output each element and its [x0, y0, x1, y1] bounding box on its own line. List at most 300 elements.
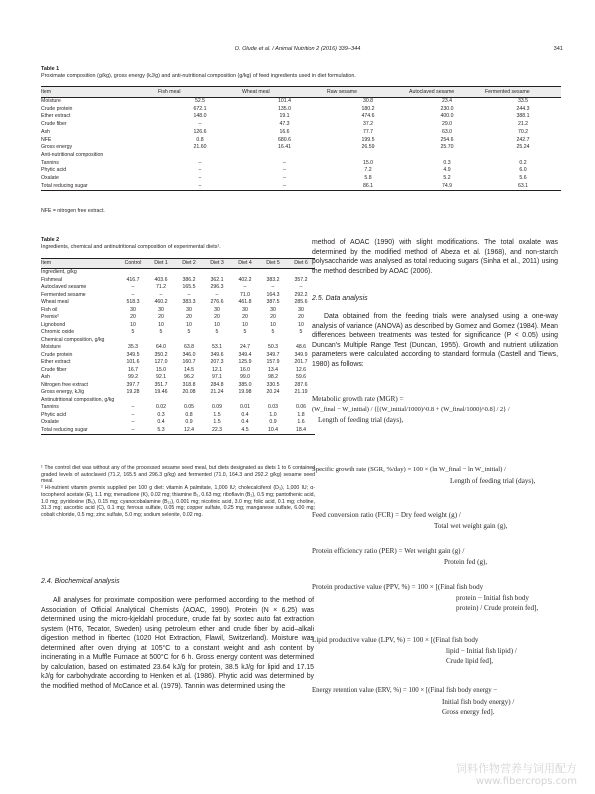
table-cell: 21.19: [294, 389, 308, 395]
table-cell: 460.2: [154, 299, 168, 305]
table-cell: 0.03: [267, 404, 279, 410]
table-cell: 101.6: [126, 359, 140, 365]
column-header: Raw sesame: [327, 89, 357, 95]
row-label: Total reducing sugar: [41, 426, 88, 433]
table-cell: 387.5: [266, 299, 280, 305]
table-cell: 1.0: [269, 411, 277, 418]
table1: [41, 86, 561, 191]
table-cell: 135.0: [278, 105, 291, 112]
table-cell: 12.1: [211, 366, 223, 373]
table-row: [41, 337, 315, 345]
table-row: [41, 121, 561, 129]
equation-mgr-line2: Length of feeding trial (days),: [318, 416, 404, 424]
watermark-line1: 饲料作物营养与饲用配方: [456, 762, 577, 775]
table-cell: 0.8: [196, 136, 204, 143]
equation-lpv: [312, 635, 560, 667]
table-row: [41, 427, 315, 435]
table1-label: Table 1: [41, 66, 60, 72]
row-label: Ash: [41, 128, 50, 135]
equation-sgr-line1: Specific growth rate (SGR, %/day) = 100 × (ln W_final − ln W_initial) /: [312, 466, 506, 473]
table-cell: 518.3: [126, 299, 140, 305]
table-cell: 98.2: [267, 374, 279, 380]
row-label: Wheat meal: [41, 299, 69, 305]
table-cell: 12.6: [295, 366, 307, 373]
table-cell: –: [198, 121, 202, 128]
table-cell: 5: [159, 329, 163, 335]
equation-erv-line3: Gross energy fed].: [442, 708, 495, 716]
table-cell: 30: [298, 306, 304, 313]
table-row: [41, 152, 561, 160]
table1-footnote: NFE = nitrogen free extract.: [41, 208, 105, 214]
table-cell: –: [283, 175, 286, 182]
table-cell: 10.4: [267, 426, 279, 433]
table-row: [41, 404, 315, 412]
table-cell: 20: [242, 314, 248, 320]
table-cell: 23.4: [441, 98, 453, 104]
table-cell: 10: [270, 321, 276, 328]
table-cell: 24.7: [239, 344, 251, 350]
equation-mgr-line1: (W_final − W_initial) / {[(W_initial/1000)^0.8 + (W_final/1000)^0.8] / 2} /: [312, 405, 510, 413]
table-cell: 10: [242, 321, 248, 328]
table-cell: 388.1: [516, 113, 530, 120]
row-label: Lignobond: [41, 321, 66, 328]
table-row: [41, 137, 561, 145]
table-cell: 74.9: [441, 182, 453, 189]
table-row: [41, 397, 315, 405]
table-cell: 350.2: [154, 351, 168, 358]
row-label: Premix²: [41, 314, 59, 320]
table-cell: 19.46: [154, 389, 168, 395]
column-header: Wheat meal: [242, 89, 270, 95]
table-row: [41, 359, 315, 367]
table-cell: 416.7: [126, 276, 140, 283]
equation-erv: [312, 686, 560, 718]
table-header-row: [41, 87, 561, 98]
table-cell: 37.2: [362, 121, 374, 128]
table-cell: 0.09: [211, 404, 223, 410]
table-cell: 20: [158, 314, 164, 320]
table-cell: –: [283, 182, 286, 189]
table-cell: 0.9: [185, 419, 193, 425]
table-row: [41, 106, 561, 114]
table-cell: 0.01: [239, 404, 251, 410]
table-cell: –: [198, 159, 202, 166]
table-row: [41, 113, 561, 121]
table-cell: 207.3: [210, 359, 224, 365]
table-row: [41, 175, 561, 183]
row-label: Crude fiber: [41, 121, 67, 128]
section-2-4-heading: 2.4. Biochemical analysis: [41, 578, 120, 585]
table-cell: 362.1: [210, 276, 224, 283]
table-cell: –: [131, 411, 135, 418]
table-cell: 0.05: [183, 404, 195, 410]
table-cell: 99.2: [127, 374, 139, 380]
table-cell: 1.8: [297, 411, 305, 418]
row-label: Antinutritional composition, g/kg: [41, 396, 115, 403]
table-row: [41, 352, 315, 360]
row-label: Autoclaved sesame: [41, 284, 87, 290]
table-cell: 30: [270, 306, 276, 313]
table-cell: 164.3: [266, 291, 280, 298]
table-cell: 357.2: [294, 276, 308, 283]
table-cell: 47.3: [279, 121, 290, 128]
table-row: [41, 292, 315, 300]
table2: [41, 258, 315, 435]
table-cell: 50.3: [267, 344, 279, 350]
table-row: [41, 382, 315, 390]
page-number: 341: [553, 46, 563, 52]
table-cell: 15.0: [362, 159, 374, 166]
table-cell: 35.3: [127, 344, 139, 350]
table-cell: 180.2: [361, 105, 375, 112]
table-cell: 0.3: [157, 411, 165, 418]
equation-ppv-line2: protein − Initial fish body: [456, 593, 529, 602]
table-cell: 199.5: [361, 136, 375, 143]
table-row: [41, 129, 561, 137]
table-cell: 403.6: [154, 276, 168, 283]
watermark-line2: www.fibercrops.com: [475, 776, 577, 787]
table-cell: 296.3: [210, 284, 224, 290]
right-column-continuation: method of AOAC (1990) with slight modifications. The total oxalate was determined by the modified method of Abeza et al. (1968), and non-starch polysaccharide was analysed as total reducing sugars (Sinha et al., 2011) using the method described by AOAC (2006).: [312, 239, 558, 275]
table-cell: 30: [130, 306, 136, 313]
table-cell: 101.4: [278, 98, 291, 104]
table-cell: 400.0: [440, 113, 454, 120]
table-cell: 63.8: [183, 344, 195, 350]
equation-ppv-line1: Protein productive value (PPV, %) = 100 × [(Final fish body: [312, 583, 484, 591]
table-cell: –: [131, 291, 135, 298]
table-row: [41, 160, 561, 168]
table-cell: 5.6: [519, 175, 527, 182]
table-cell: 19.28: [126, 389, 140, 395]
equation-erv-line2: Initial fish body energy) /: [442, 697, 515, 706]
column-header: Diet 1: [154, 260, 168, 266]
row-label: Tannins: [41, 159, 59, 166]
equation-mgr-label: Metabolic growth rate (MGR) =: [312, 395, 404, 403]
table-cell: –: [198, 167, 202, 174]
column-header: Control: [124, 260, 142, 266]
table-cell: –: [131, 284, 135, 290]
row-label: Ether extract: [41, 359, 71, 365]
running-title: O. Olude et al. / Animal Nutrition 2 (2016) 339–344: [234, 46, 361, 52]
table-cell: 6.0: [519, 167, 527, 174]
table-cell: 20: [130, 314, 136, 320]
equation-per-line1: Protein efficiency ratio (PER) = Wet weight gain (g) /: [312, 547, 465, 555]
table-cell: 97.1: [211, 374, 223, 380]
table-cell: –: [283, 167, 286, 174]
table-cell: 71.2: [155, 284, 167, 290]
table-cell: 10: [158, 321, 164, 328]
table-cell: 5.2: [443, 175, 451, 182]
table-row: [41, 183, 561, 191]
column-header: Autoclaved sesame: [409, 89, 455, 95]
table-cell: 346.0: [182, 351, 196, 358]
table-cell: –: [271, 284, 275, 290]
table-cell: 148.0: [193, 113, 207, 120]
table2-footnote-2: ² Hi-nutrient vitamin premix supplied per 100 g diet: vitamin A palmitate, 1,000 IU; cholecalciferol (D₃), 1,000 IU; α-tocopherol acetate (E), 1.1 mg; menadione (K), 0.02 mg; thiamine B₁, 0.63 mg; riboflavin (B₂), 0.5 mg; pantothenic acid, 1.0 mg; pyridoxine (B₆), 0.15 mg; cyanocobalamine (B₁₂), 0.001 mg; nicotinic acid, 3.0 mg; folic acid, 0.1 mg; choline, 31.3 mg; ascorbic acid (C), 0.1 mg; ferrous sulfate, 0.05 mg; copper sulfate, 0.25 mg; manganese sulfate, 6.00 mg; cobalt chloride, 0.5 mg; zinc sulfate, 5.0 mg; sodium selenite, 0.02 mg.: [41, 485, 315, 518]
row-label: Gross energy: [41, 144, 73, 151]
column-header: Diet 3: [210, 260, 224, 266]
table-cell: 5: [187, 329, 191, 335]
row-label: Phytic acid: [41, 411, 67, 418]
table-cell: 10: [298, 321, 304, 328]
table-cell: 0.4: [241, 411, 249, 418]
table-row: [41, 277, 315, 285]
table-cell: 13.4: [267, 366, 279, 373]
table-row: [41, 167, 561, 175]
table-cell: 64.0: [155, 344, 167, 350]
table-cell: 165.5: [182, 284, 196, 290]
table-cell: 680.6: [278, 136, 291, 143]
row-label: Gross energy, kJ/g: [41, 389, 85, 395]
row-label: Fish oil: [41, 306, 58, 313]
table-cell: 86.1: [362, 182, 374, 189]
table-cell: 474.6: [361, 113, 375, 120]
row-label: Anti-nutritional composition: [41, 151, 104, 158]
table-cell: 5.8: [364, 175, 372, 182]
table-cell: 157.9: [266, 359, 280, 365]
row-label: NFE: [41, 136, 52, 143]
table-cell: 10: [214, 321, 220, 328]
table-cell: 386.2: [182, 276, 196, 283]
table-cell: 1.5: [213, 419, 221, 425]
table-cell: 19.1: [279, 113, 290, 120]
row-label: Ingredient, g/kg: [41, 269, 77, 275]
table-cell: 349.6: [210, 351, 224, 358]
equation-sgr-line2: Length of feeding trial (days),: [450, 476, 536, 485]
table-cell: 26.59: [361, 144, 375, 151]
row-label: Tannins: [41, 404, 59, 410]
table-cell: 672.1: [193, 105, 207, 112]
column-header: Diet 5: [266, 260, 280, 266]
table-cell: 16.6: [279, 128, 290, 135]
table-cell: 160.7: [182, 359, 196, 365]
table-cell: –: [131, 404, 135, 410]
table-cell: 0.4: [157, 419, 165, 425]
table-cell: 4.5: [241, 426, 249, 433]
row-label: Chemical composition, g/kg: [41, 336, 105, 343]
table2-caption-block: [41, 237, 311, 251]
table-cell: 0.8: [185, 411, 193, 418]
table-row: [41, 98, 561, 106]
table-cell: 385.0: [238, 381, 252, 388]
table-cell: 30: [158, 306, 164, 313]
table-cell: 63.1: [517, 182, 529, 189]
equation-fcr-line2: Total wet weight gain (g),: [434, 521, 508, 530]
equation-lpv-line1: Lipid productive value (LPV, %) = 100 × [(Final fish body: [312, 636, 479, 644]
row-label: Fishmeal: [41, 276, 63, 283]
row-label: Ether extract: [41, 113, 71, 120]
equation-sgr: [312, 465, 560, 486]
table-cell: 20: [298, 314, 304, 320]
table-cell: 18.4: [295, 426, 307, 433]
table-cell: 126.6: [193, 128, 207, 135]
table-cell: 397.7: [126, 381, 140, 388]
column-header: Fish meal: [158, 89, 181, 95]
table-cell: 20: [186, 314, 192, 320]
table-cell: 16.7: [127, 366, 139, 373]
table-cell: 71.0: [239, 291, 251, 298]
table-cell: 244.3: [516, 105, 530, 112]
row-label: Moisture: [41, 344, 61, 350]
table-row: [41, 367, 315, 375]
row-label: Crude protein: [41, 351, 73, 358]
table-cell: 99.0: [239, 374, 251, 380]
table-cell: 125.9: [238, 359, 252, 365]
table-cell: –: [215, 291, 219, 298]
table-cell: 276.6: [210, 299, 224, 305]
table-cell: 52.5: [194, 98, 206, 104]
equation-mgr: [312, 394, 560, 426]
table-cell: –: [243, 284, 247, 290]
row-label: Fermented sesame: [41, 291, 86, 298]
table-cell: 383.2: [266, 276, 280, 283]
table-cell: 20.08: [182, 389, 196, 395]
table-cell: 16.0: [239, 366, 251, 373]
table-cell: 20: [214, 314, 220, 320]
row-label: Chromic oxide: [41, 329, 75, 335]
row-label: Phytic acid: [41, 167, 67, 174]
table-cell: 201.7: [294, 359, 308, 365]
table-cell: 0.3: [443, 159, 451, 166]
table-cell: 349.7: [266, 351, 280, 358]
table-cell: 0.4: [241, 419, 249, 425]
table-cell: 77.7: [362, 128, 374, 135]
table-cell: 5: [131, 329, 135, 335]
table-cell: 22.3: [211, 426, 223, 433]
table-cell: 0.06: [295, 404, 307, 410]
table-cell: 5.3: [157, 426, 165, 433]
table-cell: 284.8: [210, 381, 224, 388]
table-cell: 59.6: [295, 374, 307, 380]
table-row: [41, 389, 315, 397]
table1-caption: Proximate composition (g/kg), gross energy (kJ/g) and anti-nutritional composition (g/kg) of feed ingredients used in diet formulation.: [41, 73, 356, 79]
table-cell: –: [198, 182, 202, 189]
table-cell: 10: [130, 321, 136, 328]
section-2-5-paragraph: Data obtained from the feeding trials were analysed using a one-way analysis of variance (ANOVA) as described by Gomez and Gomez (1984). Mean differences between treatments was tested for significance (P < 0.05) using Duncan's Multiple Range Test (Duncan, 1955). Growth and nutrient utilization parameters were calculated according to standard formula (Castell and Tiews, 1980) as follows:: [312, 313, 558, 368]
table-cell: 1.6: [297, 419, 305, 425]
row-label: Oxalate: [41, 175, 59, 182]
column-header: Item: [41, 260, 52, 266]
table-cell: –: [131, 426, 135, 433]
table-cell: 1.5: [213, 411, 221, 418]
table2-label: Table 2: [41, 237, 60, 243]
row-label: Crude protein: [41, 105, 73, 112]
table-cell: 230.0: [440, 105, 454, 112]
table-row: [41, 419, 315, 427]
table-cell: 127.0: [154, 359, 168, 365]
column-header: Item: [41, 89, 52, 95]
table-cell: 349.4: [238, 351, 252, 358]
table-cell: 21.2: [517, 121, 529, 128]
table-cell: 92.1: [155, 374, 167, 380]
column-header: Diet 2: [182, 260, 196, 266]
table-cell: –: [198, 175, 202, 182]
table-cell: 0.2: [519, 159, 527, 166]
table-cell: 242.7: [516, 136, 530, 143]
equation-lpv-line3: Crude lipid fed],: [446, 657, 494, 665]
row-label: Total reducing sugar: [41, 182, 88, 189]
table-cell: 21.24: [210, 389, 224, 395]
table-cell: 5: [271, 329, 275, 335]
table-cell: 383.3: [182, 299, 196, 305]
table-cell: 29.0: [441, 121, 453, 128]
table-cell: 33.5: [517, 98, 529, 104]
section-2-5-heading: 2.5. Data analysis: [312, 295, 368, 302]
table-cell: 20.24: [266, 389, 280, 395]
table-cell: 21.60: [193, 144, 207, 151]
table-row: [41, 284, 315, 292]
section-2-4-paragraph: All analyses for proximate composition were performed according to the method of Association of Official Analytical Chemists (AOAC, 1990). Protein (N × 6.25) was determined using the micro-kjeldahl procedure, crude fat by soxtec auto fat extraction system (HT6, Tecator, Sweden) using petroleum ether and crude fiber by acid–alkali digestion method in fibertec (1020 Hot Extraction, Flawil, Switzerland). Moisture was determined after oven drying at 105°C to a constant weight and ash content by incinerating in a Muffle Furnace at 500°C for 6 h. Gross energy content was determined by calculation, based on estimated 23.64 kJ/g for protein, 38.5 kJ/g for lipid and 17.15 kJ/g for carbohydrate according to Henken et al. (1986). Phytic acid was determined by the modified method of McCance et al. (1979). Tannin was determined using the: [41, 597, 314, 690]
table-cell: 15.0: [155, 366, 167, 373]
table-cell: 53.1: [211, 344, 223, 350]
table-cell: 318.8: [182, 381, 196, 388]
table-cell: 30: [186, 306, 192, 313]
table-cell: 349.9: [294, 351, 308, 358]
equation-erv-line1: Energy retention value (ERV, %) = 100 × [(Final fish body energy −: [312, 687, 498, 694]
table-row: [41, 344, 315, 352]
table2-footnotes: [41, 465, 315, 519]
table-cell: –: [187, 291, 191, 298]
table-cell: 10: [186, 321, 192, 328]
table-cell: 4.9: [443, 167, 451, 174]
table-cell: –: [131, 419, 135, 425]
table1-caption-block: [41, 66, 561, 80]
equation-ppv: [312, 582, 560, 614]
table-cell: 292.2: [294, 291, 308, 298]
table-cell: 287.6: [294, 381, 308, 388]
table-cell: 0.02: [155, 404, 167, 410]
table-row: [41, 307, 315, 315]
row-label: Nitrogen free extract: [41, 381, 88, 388]
row-label: Moisture: [41, 98, 61, 104]
table-row: [41, 314, 315, 322]
table-cell: 12.4: [183, 426, 195, 433]
table-row: [41, 299, 315, 307]
table-cell: 285.6: [294, 299, 308, 305]
table-row: [41, 269, 315, 277]
table-cell: 14.5: [183, 366, 195, 373]
row-label: Crude fiber: [41, 366, 67, 373]
table-row: [41, 412, 315, 420]
column-header: Diet 6: [294, 260, 308, 266]
table2-caption: Ingredients, chemical and antinutritional composition of experimental diets¹.: [41, 244, 221, 250]
table-cell: 30.8: [362, 98, 374, 104]
table-cell: 48.6: [295, 344, 307, 350]
equation-lpv-line2: lipid − Initial fish lipid) /: [446, 646, 517, 655]
table-cell: 63.0: [441, 128, 453, 135]
table-cell: 96.2: [183, 374, 195, 380]
table-cell: 0.9: [269, 419, 277, 425]
table-cell: 349.5: [126, 351, 140, 358]
table-cell: 5: [215, 329, 219, 335]
table-cell: –: [299, 284, 303, 290]
column-header: Diet 4: [238, 260, 252, 266]
table-cell: 461.8: [238, 299, 252, 305]
table-cell: 330.5: [266, 381, 280, 388]
table-cell: 5: [299, 329, 303, 335]
row-label: Oxalate: [41, 419, 59, 425]
equation-per-line2: Protein fed (g),: [444, 557, 488, 566]
table2-footnote-1: ¹ The control diet was without any of the processed sesame seed meal, but diets designated as diets 1 to 6 contained graded levels of autoclaved (71.2, 165.5 and 296.3 g/kg) and fermented (71.0, 164.3 and 292.2 g/kg) sesame seed meal.: [41, 465, 315, 485]
row-label: Ash: [41, 374, 50, 380]
equation-ppv-line3: protein) / Crude protein fed],: [456, 604, 539, 612]
table-row: [41, 374, 315, 382]
table-cell: –: [159, 291, 163, 298]
table-cell: 70.2: [517, 128, 529, 135]
table-cell: 7.2: [364, 167, 372, 174]
table-cell: 20: [270, 314, 276, 320]
table-cell: –: [283, 159, 286, 166]
